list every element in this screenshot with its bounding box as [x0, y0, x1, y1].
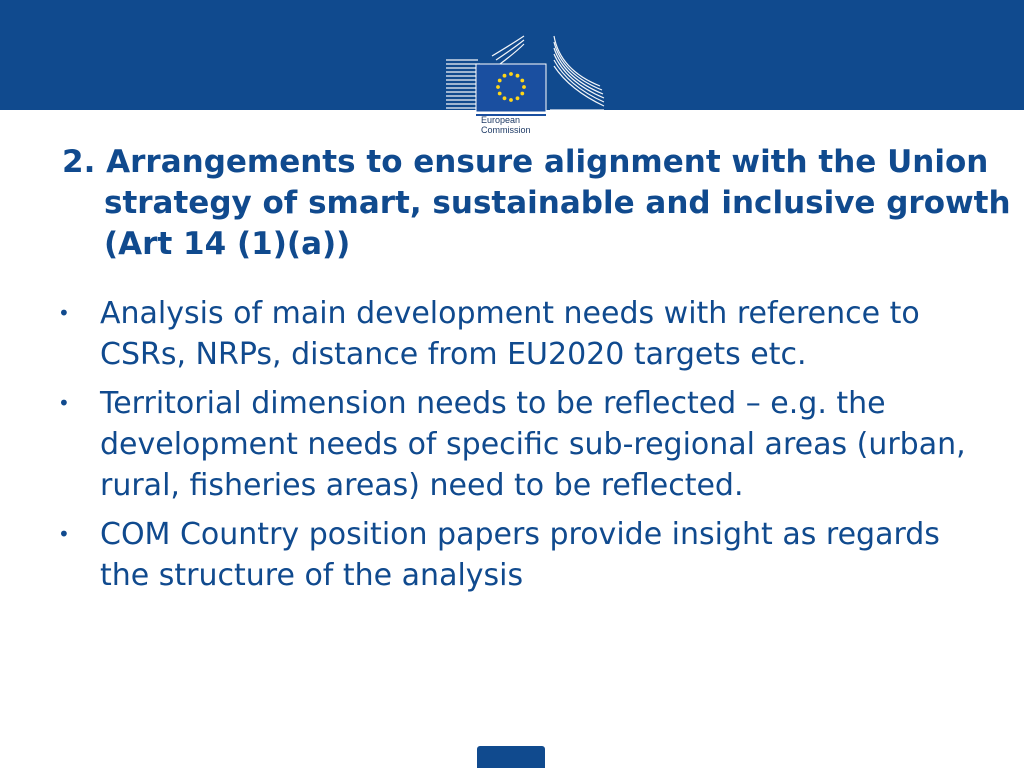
list-item — [58, 514, 978, 596]
bullet-text: Analysis of main development needs with reference to CSRs, NRPs, distance from EU2020 targets etc. — [100, 296, 920, 372]
bullet-icon: • — [58, 391, 70, 415]
bullet-list — [58, 293, 978, 604]
logo-wordmark — [481, 115, 531, 135]
list-item — [58, 383, 978, 506]
bullet-icon: • — [58, 301, 70, 325]
slide-title: 2. Arrangements to ensure alignment with the Union strategy of smart, sustainable and inclusive growth (Art 14 (1)(a)) — [62, 144, 1011, 262]
bullet-text: Territorial dimension needs to be reflected – e.g. the development needs of specific sub-regional areas (urban, rural, fisheries areas) need to be reflected. — [100, 386, 966, 503]
logo-line-1: European — [481, 115, 521, 125]
bullet-icon: • — [58, 522, 70, 546]
logo-line-2: Commission — [481, 125, 531, 135]
list-item — [58, 293, 978, 375]
footer-tab — [477, 746, 545, 768]
bullet-text: COM Country position papers provide insight as regards the structure of the analysis — [100, 517, 940, 593]
